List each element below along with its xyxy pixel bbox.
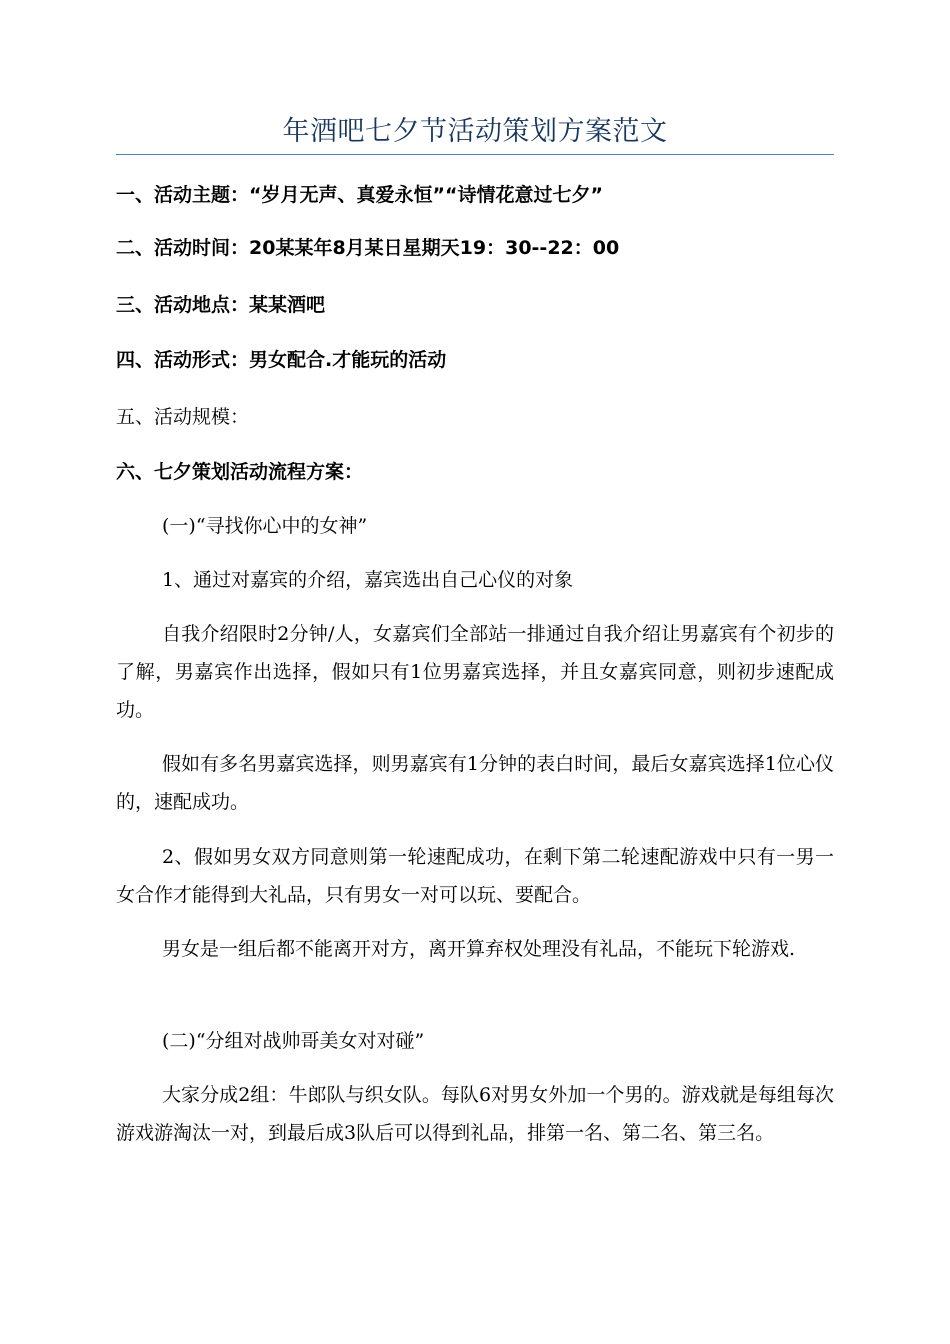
part1-step1: 1、通过对嘉宾的介绍，嘉宾选出自己心仪的对象 bbox=[162, 569, 574, 591]
paragraph-step2: 2、假如男女双方同意则第一轮速配成功，在剩下第二轮速配游戏中只有一男一女合作才能得到大礼品，只有男女一对可以玩、要配合。 bbox=[116, 846, 834, 906]
heading-flow: 六、七夕策划活动流程方案： bbox=[116, 461, 364, 483]
paragraph-multiple-choice: 假如有多名男嘉宾选择，则男嘉宾有1分钟的表白时间，最后女嘉宾选择1位心仪的，速配成功。 bbox=[116, 753, 834, 813]
heading-scale: 五、活动规模： bbox=[116, 406, 250, 428]
paragraph-team-split: 大家分成2组：牛郎队与织女队。每队6对男女外加一个男的。游戏就是每组每次游戏游淘汰一对，到最后成3队后可以得到礼品，排第一名、第二名、第三名。 bbox=[116, 1084, 834, 1144]
heading-form: 四、活动形式：男女配合.才能玩的活动 bbox=[116, 349, 447, 371]
part2-title: (二)“分组对战帅哥美女对对碰” bbox=[162, 1030, 425, 1052]
paragraph-stay-together: 男女是一组后都不能离开对方，离开算弃权处理没有礼品，不能玩下轮游戏. bbox=[162, 938, 796, 960]
heading-time: 二、活动时间：20某某年8月某日星期天19：30--22：00 bbox=[116, 237, 620, 259]
part1-title: (一)“寻找你心中的女神” bbox=[162, 515, 368, 537]
paragraph-intro-rules: 自我介绍限时2分钟/人，女嘉宾们全部站一排通过自我介绍让男嘉宾有个初步的了解，男嘉宾作出选择，假如只有1位男嘉宾选择，并且女嘉宾同意，则初步速配成功。 bbox=[116, 623, 834, 721]
heading-theme: 一、活动主题：“岁月无声、真爱永恒”“诗情花意过七夕” bbox=[116, 184, 603, 206]
document-title: 年酒吧七夕节活动策划方案范文 bbox=[282, 116, 668, 147]
title-divider bbox=[116, 154, 834, 155]
heading-place: 三、活动地点：某某酒吧 bbox=[116, 294, 326, 316]
